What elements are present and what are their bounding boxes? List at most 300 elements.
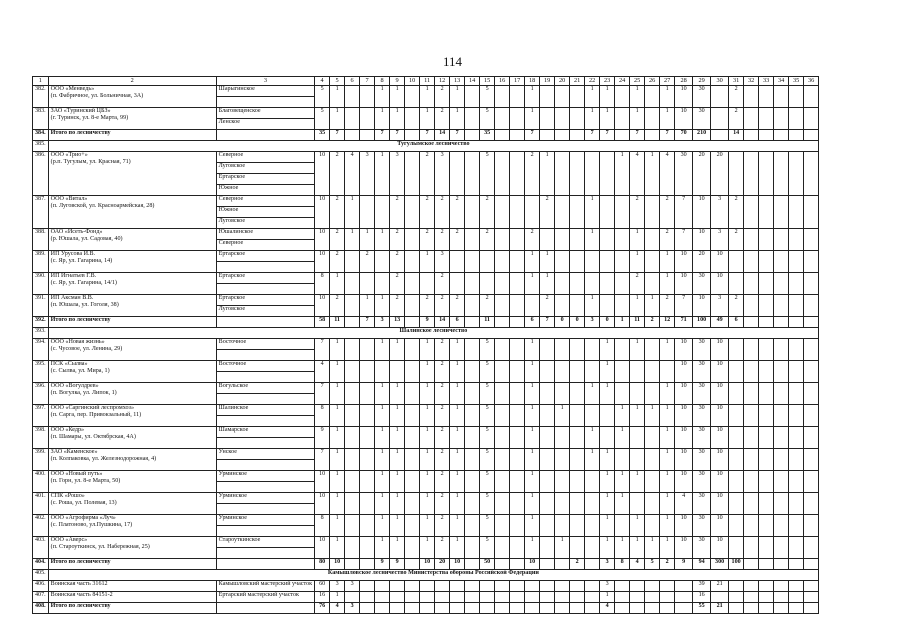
row-number: 385.: [33, 141, 49, 152]
value-cell: [645, 515, 660, 537]
value-cell: 1: [525, 515, 540, 537]
value-cell: 2: [480, 196, 495, 229]
value-cell: 2: [480, 229, 495, 251]
organization-cell: [48, 273, 216, 295]
value-cell: [375, 603, 390, 614]
value-cell: [540, 537, 555, 559]
value-cell: 1: [330, 361, 345, 383]
value-cell: 1: [525, 471, 540, 493]
value-cell: 7: [675, 196, 693, 229]
value-cell: [375, 196, 390, 229]
value-cell: 10: [675, 405, 693, 427]
value-cell: [405, 603, 420, 614]
value-cell: [570, 152, 585, 196]
value-cell: [585, 339, 600, 361]
column-number: 22: [585, 77, 600, 86]
organization-cell: [48, 537, 216, 559]
value-cell: [465, 108, 480, 130]
value-cell: [759, 515, 774, 537]
value-cell: [744, 273, 759, 295]
value-cell: [789, 196, 804, 229]
value-cell: 9: [390, 559, 405, 570]
organization-name: ООО «Новая жизнь»: [50, 339, 105, 345]
value-cell: [774, 581, 789, 592]
value-cell: 1: [420, 361, 435, 383]
value-cell: 1: [330, 339, 345, 361]
value-cell: [555, 581, 570, 592]
value-cell: [480, 581, 495, 592]
value-cell: 10: [711, 339, 729, 361]
organization-address: (п. Шамары, ул. Октябрская, 4А): [50, 434, 136, 440]
value-cell: [465, 581, 480, 592]
value-cell: [759, 251, 774, 273]
org-row: [33, 108, 819, 119]
value-cell: 35: [480, 130, 495, 141]
organization-cell: [48, 592, 216, 603]
value-cell: [570, 449, 585, 471]
value-cell: 30: [693, 471, 711, 493]
value-cell: 1: [525, 361, 540, 383]
organization-name: ООО «Кедр»: [50, 427, 85, 433]
value-cell: 1: [375, 152, 390, 196]
value-cell: [345, 295, 360, 317]
value-cell: [804, 515, 819, 537]
value-cell: 7: [540, 317, 555, 328]
value-cell: 4: [630, 559, 645, 570]
value-cell: [465, 196, 480, 229]
value-cell: 1: [330, 592, 345, 603]
value-cell: [555, 295, 570, 317]
value-cell: 5: [480, 537, 495, 559]
value-cell: 1: [390, 405, 405, 427]
forest-district: Северное: [216, 240, 314, 251]
value-cell: [525, 603, 540, 614]
total-row: [33, 603, 819, 614]
value-cell: 1: [375, 383, 390, 405]
row-number: 399.: [33, 449, 49, 471]
value-cell: [804, 383, 819, 405]
value-cell: [600, 295, 615, 317]
row-number: 390.: [33, 273, 49, 295]
forest-district: [216, 416, 314, 427]
column-number: 18: [525, 77, 540, 86]
organization-address: (п. Юшала, ул. Гоголя, 38): [50, 302, 119, 308]
row-number: 391.: [33, 295, 49, 317]
value-cell: 1: [540, 273, 555, 295]
value-cell: [555, 273, 570, 295]
value-cell: 1: [525, 449, 540, 471]
value-cell: [774, 449, 789, 471]
value-cell: 10: [315, 537, 330, 559]
value-cell: 2: [435, 273, 450, 295]
forest-district: [216, 460, 314, 471]
value-cell: [405, 130, 420, 141]
value-cell: 1: [375, 515, 390, 537]
value-cell: [360, 515, 375, 537]
value-cell: 21: [711, 581, 729, 592]
value-cell: 2: [729, 86, 744, 108]
value-cell: [510, 383, 525, 405]
value-cell: 5: [480, 405, 495, 427]
value-cell: [645, 592, 660, 603]
value-cell: 30: [693, 361, 711, 383]
value-cell: [789, 515, 804, 537]
value-cell: [570, 273, 585, 295]
value-cell: 10: [711, 273, 729, 295]
value-cell: 2: [435, 493, 450, 515]
value-cell: [405, 559, 420, 570]
value-cell: [645, 449, 660, 471]
value-cell: [645, 273, 660, 295]
value-cell: [759, 592, 774, 603]
value-cell: 14: [435, 317, 450, 328]
value-cell: 1: [375, 427, 390, 449]
value-cell: 2: [480, 295, 495, 317]
column-number: 32: [744, 77, 759, 86]
value-cell: 1: [330, 86, 345, 108]
value-cell: [510, 229, 525, 251]
value-cell: 2: [360, 251, 375, 273]
value-cell: [729, 603, 744, 614]
value-cell: 1: [585, 383, 600, 405]
value-cell: 1: [450, 383, 465, 405]
value-cell: [759, 405, 774, 427]
value-cell: 1: [585, 86, 600, 108]
forest-district: Урминское: [216, 515, 314, 526]
value-cell: [744, 471, 759, 493]
value-cell: [555, 339, 570, 361]
value-cell: [495, 196, 510, 229]
value-cell: 3: [360, 152, 375, 196]
value-cell: 1: [420, 427, 435, 449]
organization-cell: [48, 86, 216, 108]
value-cell: 3: [711, 229, 729, 251]
column-number: 30: [711, 77, 729, 86]
value-cell: 1: [645, 537, 660, 559]
value-cell: 1: [420, 515, 435, 537]
value-cell: [465, 339, 480, 361]
value-cell: 1: [645, 295, 660, 317]
value-cell: [555, 471, 570, 493]
value-cell: [510, 152, 525, 196]
column-number: 23: [600, 77, 615, 86]
value-cell: 30: [693, 537, 711, 559]
value-cell: [729, 515, 744, 537]
value-cell: 21: [711, 603, 729, 614]
value-cell: 30: [693, 493, 711, 515]
organization-address: (п. Вогулка, ул. Липок, 1): [50, 390, 117, 396]
value-cell: [804, 449, 819, 471]
value-cell: 1: [630, 251, 645, 273]
section-row: [33, 570, 819, 581]
value-cell: [480, 592, 495, 603]
value-cell: [630, 361, 645, 383]
value-cell: [570, 383, 585, 405]
value-cell: [510, 317, 525, 328]
value-cell: 1: [585, 196, 600, 229]
value-cell: [375, 581, 390, 592]
total-label: Итого по лесничеству: [48, 317, 216, 328]
value-cell: 76: [315, 603, 330, 614]
column-number: 17: [510, 77, 525, 86]
organization-cell: [48, 427, 216, 449]
value-cell: [585, 592, 600, 603]
organization-address: (с. Яр, ул. Гагарина, 14): [50, 258, 113, 264]
value-cell: [360, 196, 375, 229]
value-cell: [759, 581, 774, 592]
value-cell: 50: [480, 559, 495, 570]
row-number: 408.: [33, 603, 49, 614]
value-cell: 2: [660, 196, 675, 229]
value-cell: 9: [375, 559, 390, 570]
value-cell: [570, 471, 585, 493]
value-cell: [804, 361, 819, 383]
value-cell: 0: [570, 317, 585, 328]
value-cell: [600, 152, 615, 196]
value-cell: 30: [693, 339, 711, 361]
forest-district: Ертарское: [216, 295, 314, 306]
value-cell: 10: [711, 537, 729, 559]
value-cell: [759, 196, 774, 229]
value-cell: 8: [615, 559, 630, 570]
value-cell: 1: [600, 86, 615, 108]
value-cell: 2: [420, 295, 435, 317]
forest-district: Шарыгинское: [216, 86, 314, 97]
value-cell: 2: [435, 361, 450, 383]
value-cell: [510, 108, 525, 130]
organization-name: ООО «Аверс»: [50, 537, 88, 543]
org-row: [33, 273, 819, 284]
value-cell: 2: [420, 152, 435, 196]
forest-district: [216, 438, 314, 449]
value-cell: [495, 273, 510, 295]
value-cell: [744, 427, 759, 449]
value-cell: [405, 493, 420, 515]
org-row: [33, 295, 819, 306]
value-cell: 10: [675, 251, 693, 273]
value-cell: [510, 130, 525, 141]
value-cell: [774, 108, 789, 130]
value-cell: 1: [420, 405, 435, 427]
value-cell: [510, 493, 525, 515]
value-cell: [615, 273, 630, 295]
value-cell: 10: [675, 339, 693, 361]
org-row: [33, 251, 819, 262]
value-cell: [495, 152, 510, 196]
value-cell: 1: [390, 449, 405, 471]
value-cell: [570, 130, 585, 141]
value-cell: [774, 383, 789, 405]
row-number: 388.: [33, 229, 49, 251]
value-cell: 1: [615, 317, 630, 328]
value-cell: [360, 449, 375, 471]
value-cell: 1: [420, 493, 435, 515]
column-number: 4: [315, 77, 330, 86]
organization-cell: [48, 108, 216, 130]
value-cell: [744, 537, 759, 559]
value-cell: [744, 108, 759, 130]
value-cell: [405, 427, 420, 449]
value-cell: [510, 603, 525, 614]
value-cell: [744, 196, 759, 229]
value-cell: 30: [675, 152, 693, 196]
value-cell: 6: [450, 317, 465, 328]
value-cell: 2: [450, 295, 465, 317]
organization-cell: [48, 339, 216, 361]
value-cell: [495, 427, 510, 449]
value-cell: [480, 603, 495, 614]
value-cell: [465, 471, 480, 493]
value-cell: [360, 273, 375, 295]
value-cell: [630, 603, 645, 614]
value-cell: [555, 196, 570, 229]
value-cell: [645, 427, 660, 449]
value-cell: [759, 86, 774, 108]
value-cell: [789, 493, 804, 515]
value-cell: 10: [525, 559, 540, 570]
value-cell: [759, 559, 774, 570]
value-cell: 7: [675, 229, 693, 251]
value-cell: [774, 130, 789, 141]
value-cell: [759, 361, 774, 383]
value-cell: [729, 383, 744, 405]
value-cell: 1: [375, 339, 390, 361]
row-number: 403.: [33, 537, 49, 559]
value-cell: [774, 317, 789, 328]
value-cell: [540, 603, 555, 614]
value-cell: [660, 581, 675, 592]
column-number: 34: [774, 77, 789, 86]
value-cell: [345, 108, 360, 130]
value-cell: 2: [660, 559, 675, 570]
value-cell: [804, 86, 819, 108]
value-cell: [789, 405, 804, 427]
value-cell: [774, 295, 789, 317]
value-cell: [405, 273, 420, 295]
value-cell: [465, 449, 480, 471]
value-cell: [729, 592, 744, 603]
value-cell: 3: [330, 581, 345, 592]
value-cell: [729, 493, 744, 515]
value-cell: [465, 537, 480, 559]
organization-name: ИП Урусова И.В.: [50, 251, 96, 257]
value-cell: [759, 152, 774, 196]
value-cell: 2: [420, 196, 435, 229]
value-cell: [600, 251, 615, 273]
value-cell: [555, 130, 570, 141]
value-cell: [774, 471, 789, 493]
value-cell: 9: [675, 559, 693, 570]
value-cell: 1: [450, 537, 465, 559]
value-cell: [774, 152, 789, 196]
value-cell: 10: [711, 405, 729, 427]
value-cell: 10: [711, 449, 729, 471]
value-cell: [774, 251, 789, 273]
value-cell: 1: [360, 295, 375, 317]
value-cell: 2: [729, 295, 744, 317]
value-cell: [615, 515, 630, 537]
row-number: 402.: [33, 515, 49, 537]
value-cell: 3: [375, 317, 390, 328]
value-cell: [420, 273, 435, 295]
column-number: 2: [48, 77, 216, 86]
value-cell: [345, 339, 360, 361]
value-cell: [540, 559, 555, 570]
value-cell: [789, 251, 804, 273]
organization-cell: [48, 493, 216, 515]
value-cell: 10: [711, 361, 729, 383]
value-cell: 5: [480, 515, 495, 537]
value-cell: [774, 603, 789, 614]
value-cell: [555, 108, 570, 130]
value-cell: [804, 493, 819, 515]
value-cell: [540, 493, 555, 515]
value-cell: [789, 295, 804, 317]
value-cell: [600, 405, 615, 427]
forest-district: Благовещенское: [216, 108, 314, 119]
organization-name: Воинская часть 84151-2: [50, 592, 113, 598]
row-number: 387.: [33, 196, 49, 229]
value-cell: 1: [420, 471, 435, 493]
value-cell: [405, 449, 420, 471]
value-cell: 7: [315, 339, 330, 361]
value-cell: 1: [585, 427, 600, 449]
value-cell: 4: [330, 603, 345, 614]
value-cell: [789, 108, 804, 130]
value-cell: [375, 361, 390, 383]
value-cell: [405, 515, 420, 537]
value-cell: 20: [435, 559, 450, 570]
value-cell: [540, 108, 555, 130]
value-cell: 10: [315, 196, 330, 229]
value-cell: [711, 86, 729, 108]
organization-address: (р. Юшала, ул. Садовая, 40): [50, 236, 123, 242]
value-cell: 30: [693, 515, 711, 537]
value-cell: [555, 592, 570, 603]
value-cell: [510, 196, 525, 229]
value-cell: [600, 427, 615, 449]
value-cell: [804, 295, 819, 317]
forest-district: Шалинское: [216, 405, 314, 416]
value-cell: 6: [729, 317, 744, 328]
value-cell: [495, 405, 510, 427]
value-cell: 1: [600, 493, 615, 515]
value-cell: [465, 592, 480, 603]
value-cell: 1: [390, 515, 405, 537]
org-row: [33, 493, 819, 504]
value-cell: [495, 471, 510, 493]
org-row: [33, 471, 819, 482]
value-cell: [405, 537, 420, 559]
value-cell: 1: [390, 537, 405, 559]
value-cell: 1: [420, 383, 435, 405]
value-cell: [645, 493, 660, 515]
value-cell: [480, 273, 495, 295]
value-cell: [390, 592, 405, 603]
value-cell: [510, 515, 525, 537]
value-cell: [495, 251, 510, 273]
value-cell: [555, 449, 570, 471]
value-cell: 7: [420, 130, 435, 141]
value-cell: [585, 405, 600, 427]
value-cell: [555, 427, 570, 449]
total-label: Итого по лесничеству: [48, 559, 216, 570]
value-cell: [525, 581, 540, 592]
value-cell: [645, 196, 660, 229]
value-cell: [495, 603, 510, 614]
value-cell: [465, 603, 480, 614]
value-cell: [510, 339, 525, 361]
